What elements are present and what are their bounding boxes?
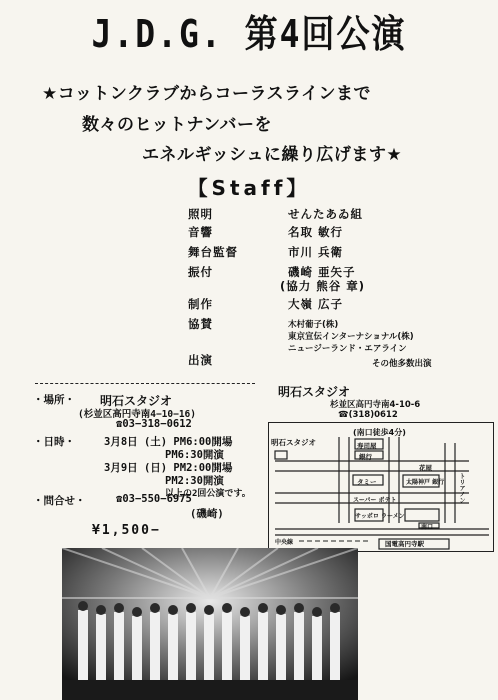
map-phone: ☎(318)0612 bbox=[338, 410, 398, 420]
schedule-line: 3月9日 (日) PM2:00開場 bbox=[104, 462, 233, 474]
event-title: J.D.G. 第4回公演 bbox=[91, 11, 407, 57]
staff-role: 照明 bbox=[188, 207, 213, 221]
map-venue-title: 明石スタジオ bbox=[278, 385, 351, 399]
schedule-note: 以上の2回公演です。 bbox=[165, 489, 251, 499]
map-shop: 寿司屋 bbox=[357, 442, 377, 450]
contact-phone: ☎03−550−6975 bbox=[116, 493, 192, 505]
staff-role: 舞台監督 bbox=[188, 245, 238, 259]
map-shop: 銀行 bbox=[359, 453, 372, 461]
map-venue-label: 明石スタジオ bbox=[271, 438, 316, 447]
venue-address: (杉並区高円寺南4−10−16) bbox=[78, 409, 196, 420]
staff-name: 名取 敏行 bbox=[288, 225, 344, 239]
sponsor-item: 木村葡子(株) bbox=[288, 320, 339, 330]
schedule-line: PM2:30開演 bbox=[165, 475, 224, 487]
ticket-price: ¥1,500− bbox=[92, 523, 161, 538]
staff-name: 磯崎 亜矢子 bbox=[288, 265, 356, 279]
cast-role: 出演 bbox=[188, 353, 213, 367]
divider-line bbox=[35, 383, 255, 384]
staff-name: 市川 兵衛 bbox=[288, 245, 344, 259]
map-shop: タミー bbox=[357, 478, 377, 486]
access-map bbox=[268, 422, 494, 552]
staff-name: (協力 熊谷 章) bbox=[280, 279, 366, 293]
venue-name: 明石スタジオ bbox=[100, 394, 173, 408]
contact-label: ・問合せ・ bbox=[33, 495, 86, 507]
map-exit-label: 南口 bbox=[421, 524, 434, 531]
staff-name: せんたあゐ組 bbox=[288, 207, 363, 221]
sponsor-role: 協賛 bbox=[188, 317, 213, 331]
tagline-line-2: 数々のヒットナンバーを bbox=[82, 115, 272, 135]
map-station-label: 国電高円寺駅 bbox=[385, 540, 424, 548]
staff-role: 振付 bbox=[188, 265, 213, 279]
map-shop: 太陽神戸 銀行 bbox=[406, 479, 445, 486]
map-shop: 花屋 bbox=[419, 464, 432, 472]
contact-name: (磯崎) bbox=[190, 508, 224, 520]
staff-name: 大嶺 広子 bbox=[288, 297, 344, 311]
map-shop: スーパー ポテト bbox=[353, 497, 397, 504]
schedule-line: PM6:30開演 bbox=[165, 449, 224, 461]
tagline-line-3: エネルギッシュに繰り広げます★ bbox=[142, 145, 403, 165]
map-walk-note: (南口徒歩4分) bbox=[353, 428, 406, 437]
dancers-photo bbox=[62, 548, 358, 700]
staff-heading: 【Staff】 bbox=[187, 176, 311, 200]
schedule-label: ・日時・ bbox=[33, 436, 75, 448]
staff-role: 音響 bbox=[188, 225, 213, 239]
venue-phone: ☎03−318−0612 bbox=[116, 418, 192, 430]
map-address: 杉並区高円寺南4-10-6 bbox=[330, 400, 421, 410]
cast-note: その他多数出演 bbox=[372, 359, 432, 369]
sponsor-item: ニュージーランド・エアライン bbox=[288, 344, 407, 354]
sponsor-item: 東京宣伝インターナショナル(株) bbox=[288, 332, 414, 342]
schedule-line: 3月8日 (土) PM6:00開場 bbox=[104, 436, 233, 448]
venue-label: ・場所・ bbox=[33, 394, 75, 406]
map-shop: トリアノン bbox=[458, 473, 465, 503]
map-line-label: 中央線 bbox=[275, 539, 294, 546]
staff-role: 制作 bbox=[188, 297, 213, 311]
map-shop: サッポロ ラーメン bbox=[355, 513, 405, 520]
tagline-line-1: ★コットンクラブからコーラスラインまで bbox=[42, 84, 372, 104]
